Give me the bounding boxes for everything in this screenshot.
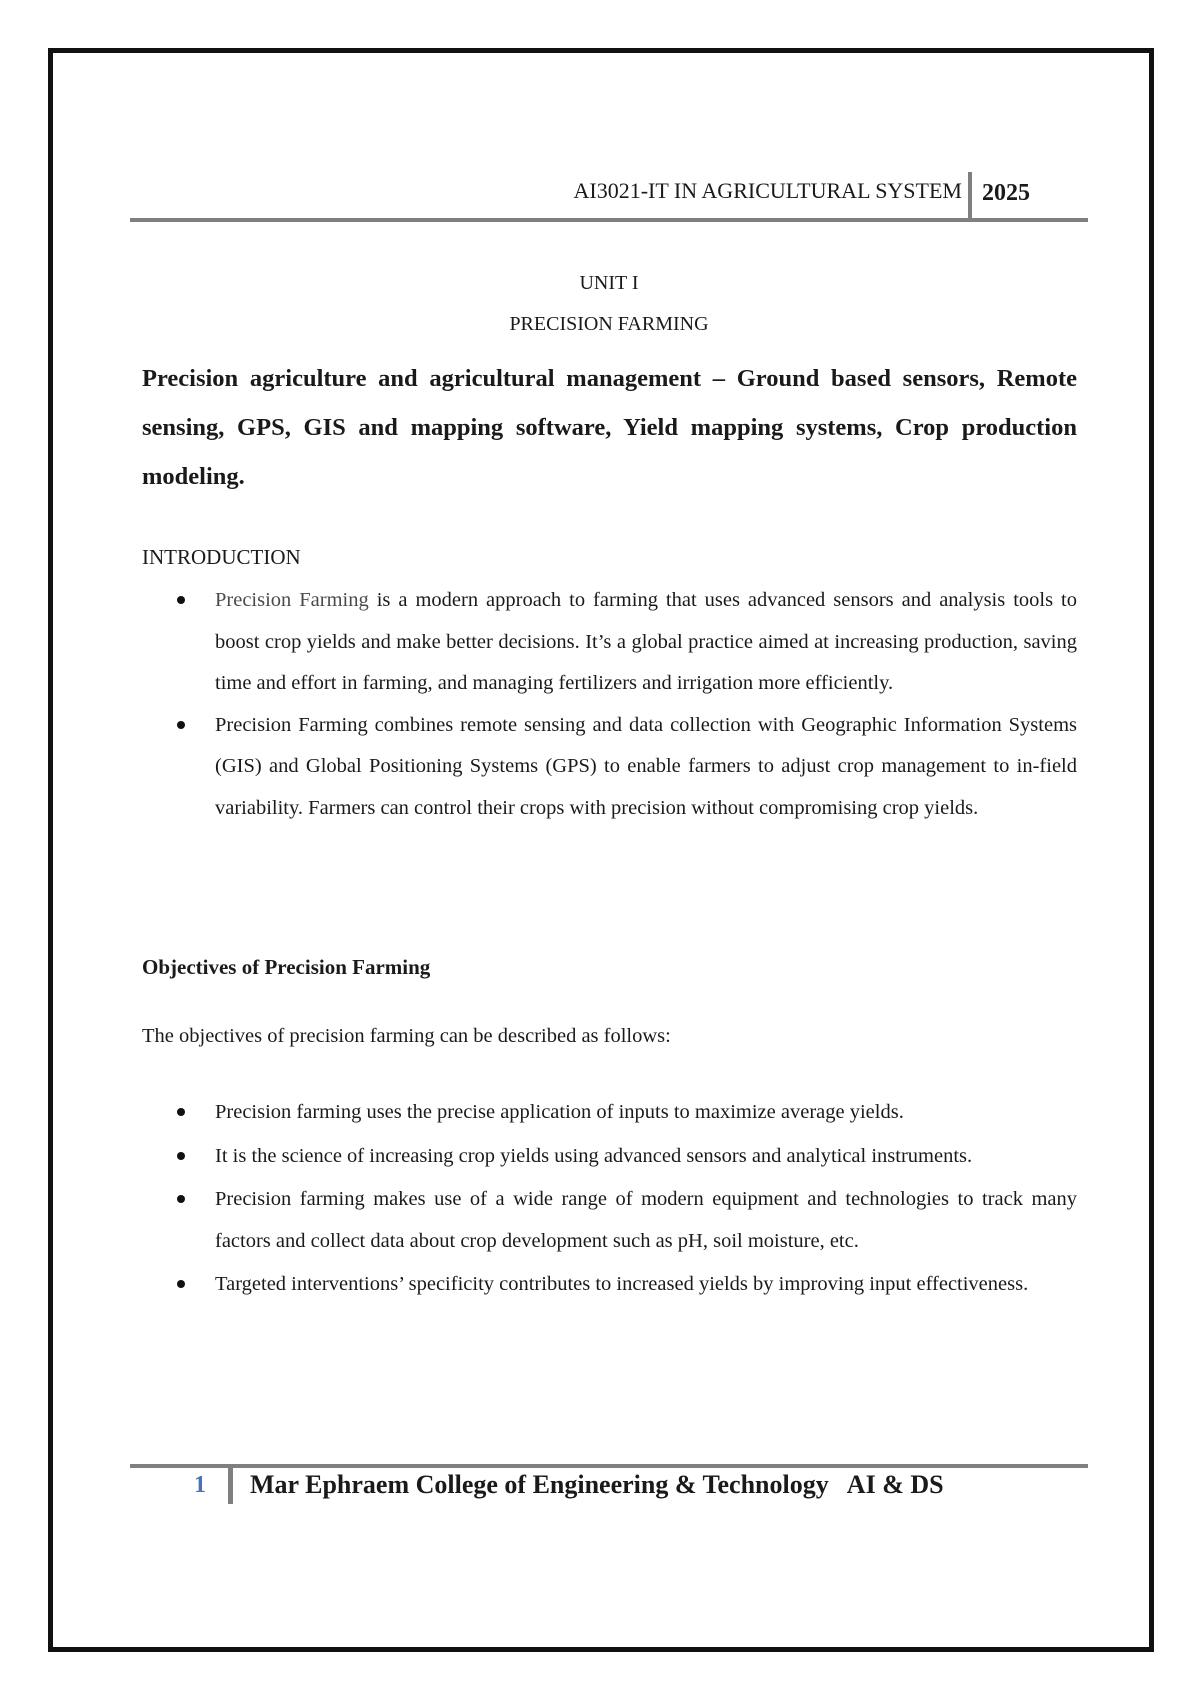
objectives-heading: Objectives of Precision Farming bbox=[142, 955, 431, 979]
header-separator bbox=[968, 172, 972, 222]
list-item bbox=[142, 1179, 1077, 1262]
introduction-list bbox=[142, 580, 1077, 829]
list-item bbox=[142, 1092, 1077, 1134]
header-year: 2025 bbox=[982, 180, 1030, 206]
key-term: Precision Farming bbox=[215, 589, 369, 611]
bullet-icon bbox=[177, 1280, 185, 1288]
footer-page-number: 1 bbox=[194, 1472, 206, 1498]
bullet-icon bbox=[177, 1195, 185, 1203]
unit-number: UNIT I bbox=[579, 272, 639, 294]
bullet-icon bbox=[177, 1108, 185, 1116]
list-item bbox=[142, 1264, 1077, 1306]
bullet-icon bbox=[177, 721, 185, 729]
objectives-list bbox=[142, 1092, 1077, 1308]
unit-title: PRECISION FARMING bbox=[509, 313, 709, 335]
list-item bbox=[142, 705, 1077, 830]
list-item-text: is a modern approach to farming that uses advanced sensors and analysis tools to boost crop yields and make better decisions. It’s a global practice aimed at increasing production, saving time and effort in farming, and managing fertilizers and irrigation more efficiently. bbox=[215, 589, 1077, 694]
list-item-text: Precision farming uses the precise application of inputs to maximize average yields. bbox=[215, 1101, 904, 1123]
footer-separator bbox=[228, 1468, 233, 1504]
list-item-text: Targeted interventions’ specificity contributes to increased yields by improving input effectiveness. bbox=[215, 1273, 1029, 1295]
footer-institution: Mar Ephraem College of Engineering & Technology AI & DS bbox=[250, 1470, 944, 1499]
introduction-heading: INTRODUCTION bbox=[142, 545, 301, 569]
header-rule bbox=[130, 218, 1088, 222]
list-item-text: Precision Farming combines remote sensing and data collection with Geographic Information Systems (GIS) and Global Positioning Systems (GPS) to enable farmers to adjust crop management to in-field variability. Farmers can control their crops with precision without compromising crop yields. bbox=[215, 713, 1077, 819]
footer-rule bbox=[130, 1464, 1088, 1468]
list-item bbox=[142, 580, 1077, 705]
unit-syllabus: Precision agriculture and agricultural management – Ground based sensors, Remote sensing, GPS, GIS and mapping software, Yield mapping systems, Crop production modeling. bbox=[142, 365, 1077, 490]
list-item bbox=[142, 1136, 1077, 1178]
bullet-icon bbox=[177, 596, 185, 604]
header-course-title: AI3021-IT IN AGRICULTURAL SYSTEM bbox=[573, 178, 962, 203]
list-item-text: It is the science of increasing crop yields using advanced sensors and analytical instruments. bbox=[215, 1144, 973, 1167]
objectives-intro: The objectives of precision farming can be described as follows: bbox=[142, 1025, 671, 1047]
list-item-text: Precision farming makes use of a wide range of modern equipment and technologies to track many factors and collect data about crop development such as pH, soil moisture, etc. bbox=[215, 1188, 1077, 1252]
bullet-icon bbox=[177, 1152, 185, 1160]
